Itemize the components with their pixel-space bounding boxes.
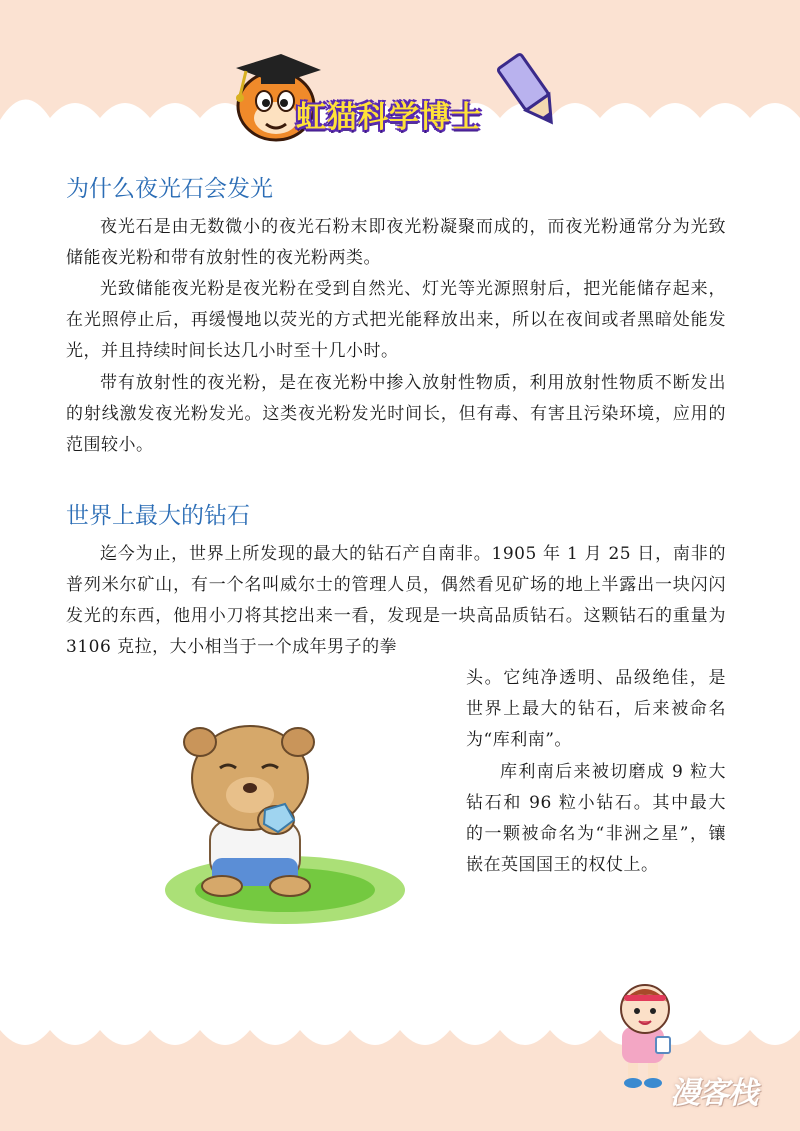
- section-title-luminous-stone: 为什么夜光石会发光: [66, 176, 273, 202]
- paragraph: 头。它纯净透明、品级绝佳，是世界上最大的钻石，后来被命名为“库利南”。: [466, 668, 726, 750]
- paragraph: 迄今为止，世界上所发现的最大的钻石产自南非。1905 年 1 月 25 日，南非的普列米尔矿山，有一个名叫威尔士的管理人员，偶然看见矿场的地上半露出一块闪闪发光的东西，他用小刀将其挖出来一看，发现是一块高品质钻石。这颗钻石的重量为 3106 克拉，大小相当于一个成年男子的拳: [66, 544, 726, 657]
- logo-title: 虹猫科学博士: [296, 100, 482, 135]
- paragraph: 光致储能夜光粉是夜光粉在受到自然光、灯光等光源照射后，把光能储存起来，在光照停止后，再缓慢地以荧光的方式把光能释放出来，所以在夜间或者黑暗处能发光，并且持续时间长达几小时至十几小时。: [66, 279, 726, 361]
- paragraph: 带有放射性的夜光粉，是在夜光粉中掺入放射性物质，利用放射性物质不断发出的射线激发夜光粉发光。这类夜光粉发光时间长，但有毒、有害且污染环境，应用的范围较小。: [66, 373, 726, 455]
- watermark-logo: 漫客栈: [670, 1076, 757, 1111]
- bear-with-diamond-illustration: [150, 710, 410, 930]
- paragraph: 库利南后来被切磨成 9 粒大钻石和 96 粒小钻石。其中最大的一颗被命名为“非洲之星”，镶嵌在英国国王的权仗上。: [466, 762, 726, 875]
- section-title-largest-diamond: 世界上最大的钻石: [66, 503, 250, 529]
- paragraph: 夜光石是由无数微小的夜光石粉末即夜光粉凝聚而成的，而夜光粉通常分为光致储能夜光粉和带有放射性的夜光粉两类。: [66, 217, 726, 268]
